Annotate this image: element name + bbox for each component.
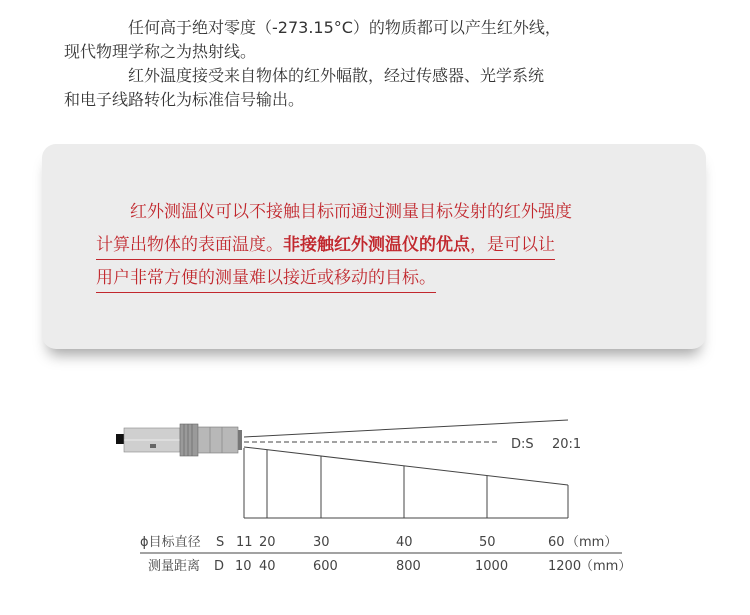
spec-table xyxy=(140,534,631,574)
intro-p1-line2: 现代物理学称之为热射线。 xyxy=(64,42,257,61)
d-value-3: 600 xyxy=(313,559,338,574)
intro-p2-line2: 和电子线路转化为标准信号输出。 xyxy=(64,90,305,109)
row-d-label: 测量距离 xyxy=(148,559,201,574)
row-s-label: ϕ目标直径 xyxy=(140,535,201,550)
s-value-2: 20 xyxy=(259,535,276,550)
s-value-6: 60 xyxy=(548,535,565,550)
intro-text xyxy=(64,16,696,112)
card-line-3-text: 用户非常方便的测量难以接近或移动的目标。 xyxy=(96,264,436,293)
ir-sensor-icon xyxy=(116,424,242,456)
card-text xyxy=(96,196,642,295)
ratio-value: 20:1 xyxy=(552,437,582,452)
card-line-1: 红外测温仪可以不接触目标而通过测量目标发射的红外强度 xyxy=(130,202,572,222)
intro-p1-line1: 任何高于绝对零度（-273.15°C）的物质都可以产生红外线， xyxy=(128,18,561,37)
s-value-5: 50 xyxy=(479,535,496,550)
card-line-2-pre: 计算出物体的表面温度。 xyxy=(96,235,283,255)
s-unit: （mm） xyxy=(566,535,618,550)
s-value-3: 30 xyxy=(313,535,330,550)
intro-paragraph-1 xyxy=(64,16,696,64)
d-unit: （mm） xyxy=(580,559,632,574)
s-value-4: 40 xyxy=(396,535,413,550)
d-value-2: 40 xyxy=(259,559,276,574)
d-value-5: 1000 xyxy=(475,559,509,574)
intro-paragraph-2 xyxy=(64,64,696,112)
card-emphasis: 非接触红外测温仪的优点 xyxy=(283,235,470,255)
row-d-symbol: D xyxy=(214,559,225,574)
d-value-1: 10 xyxy=(235,559,252,574)
card-line-2-post: ，是可以让 xyxy=(470,235,555,255)
row-s-symbol: S xyxy=(216,535,225,550)
intro-p2-line1: 红外温度接受来自物体的红外幅散，经过传感器、光学系统 xyxy=(128,66,545,85)
card-line-3 xyxy=(96,262,642,295)
ratio-label: D:S xyxy=(511,437,534,452)
d-value-6: 1200 xyxy=(548,559,582,574)
card-line-2 xyxy=(96,229,642,262)
s-value-1: 11 xyxy=(236,535,253,550)
distance-spot-diagram xyxy=(0,380,750,610)
d-value-4: 800 xyxy=(396,559,421,574)
beam-lines xyxy=(244,420,568,518)
highlight-card xyxy=(42,144,706,349)
